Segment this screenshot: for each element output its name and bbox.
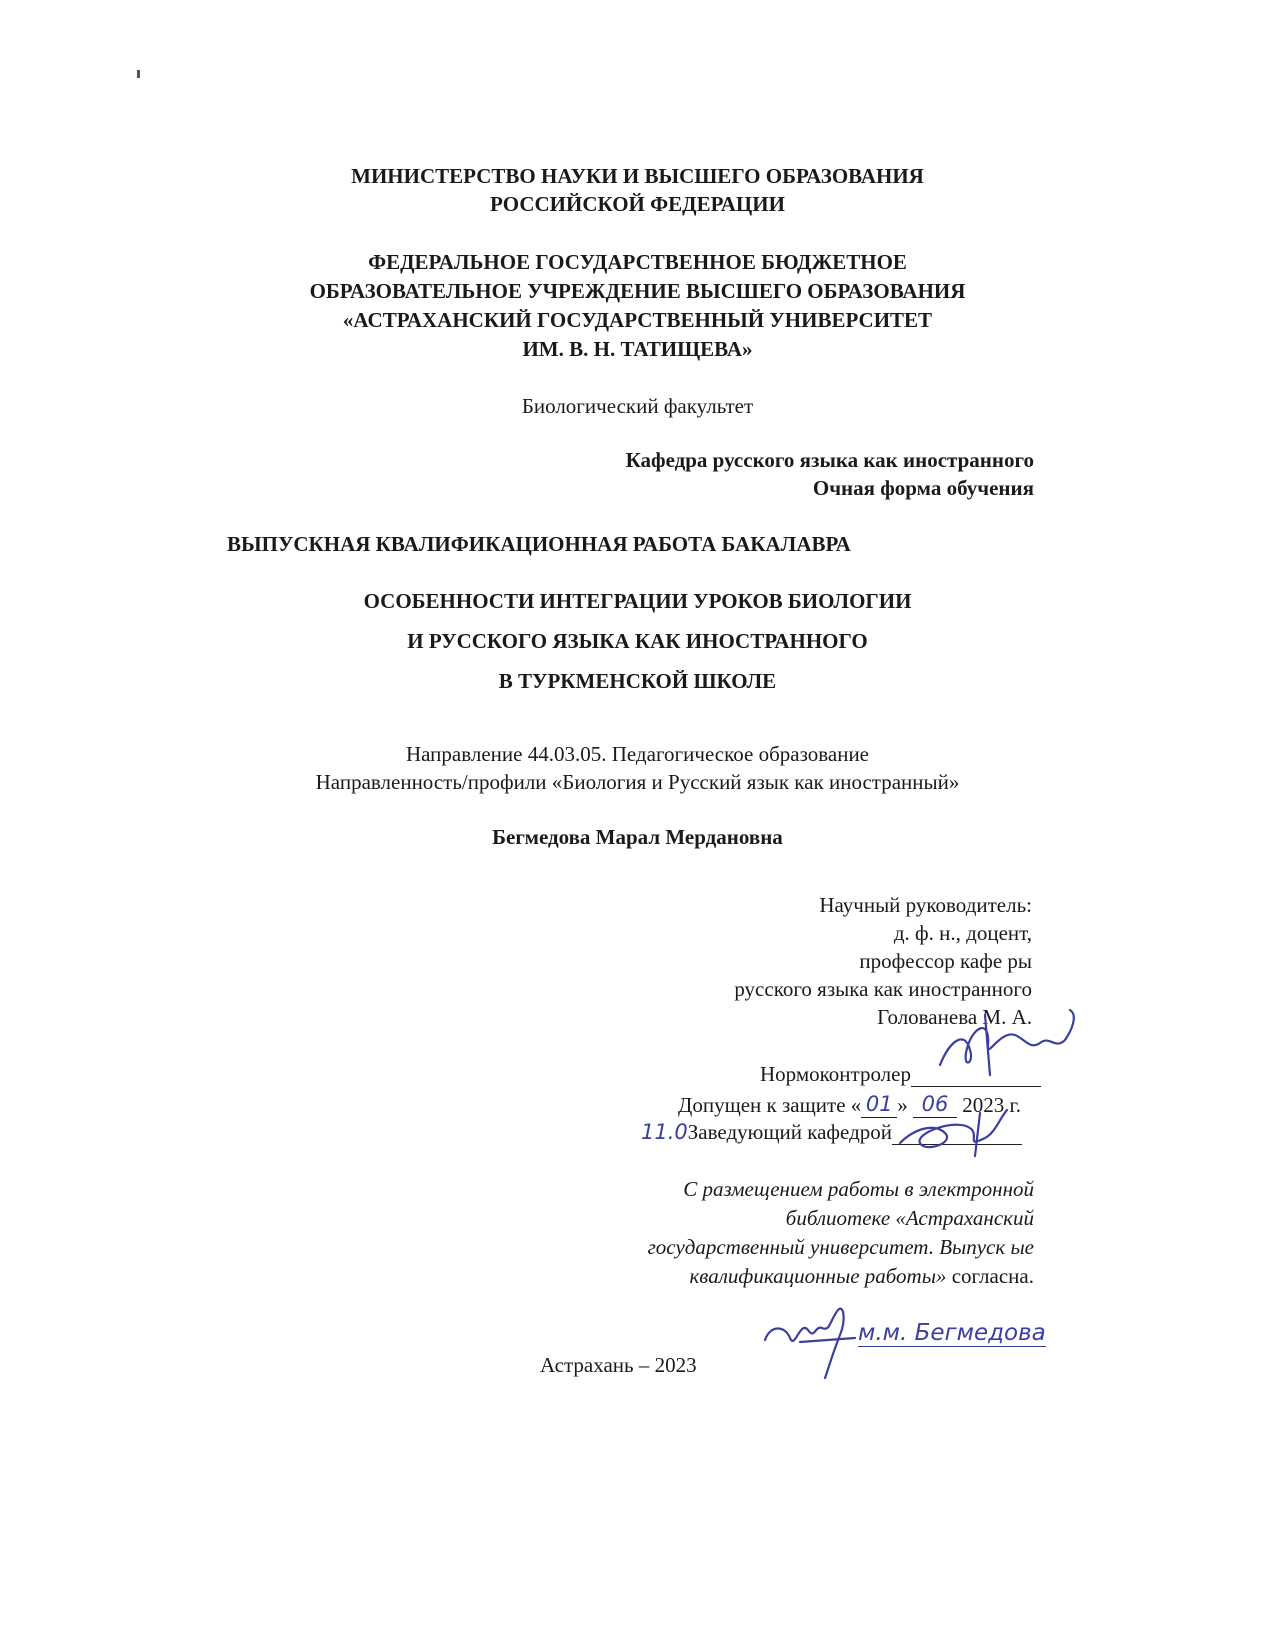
work-title-line-2: И РУССКОГО ЯЗЫКА КАК ИНОСТРАННОГО	[407, 629, 868, 653]
student-handwritten-name: м.м. Бегмедова	[858, 1320, 1046, 1346]
normcontroller-label: Нормоконтролер	[760, 1062, 911, 1086]
author-name: Бегмедова Марал Мердановна	[492, 825, 783, 849]
consent-line-3: государственный университет. Выпуск ые	[647, 1235, 1034, 1259]
direction: Направление 44.03.05. Педагогическое образование	[405, 742, 870, 766]
institution-line-4: ИМ. В. Н. ТАТИЩЕВА»	[522, 337, 753, 361]
work-type: ВЫПУСКНАЯ КВАЛИФИКАЦИОННАЯ РАБОТА БАКАЛАВРА	[227, 532, 851, 556]
consent-line-4-regular: согласна.	[946, 1264, 1034, 1288]
study-form: Очная форма обучения	[812, 476, 1034, 500]
faculty: Биологический факультет	[521, 394, 754, 418]
supervisor-degree: д. ф. н., доцент,	[893, 921, 1032, 945]
supervisor-label: Научный руководитель:	[819, 893, 1032, 917]
consent-line-4-italic: квалификационные работы»	[689, 1264, 947, 1288]
consent-line-1: С размещением работы в электронной	[683, 1177, 1034, 1201]
supervisor-position: профессор кафе ры	[859, 949, 1032, 973]
work-title-line-3: В ТУРКМЕНСКОЙ ШКОЛЕ	[498, 669, 777, 693]
department: Кафедра русского языка как иностранного	[625, 448, 1034, 472]
institution-line-3: «АСТРАХАНСКИЙ ГОСУДАРСТВЕННЫЙ УНИВЕРСИТЕТ	[342, 308, 933, 332]
admitted-row: Допущен к защите « 01 » 06 2023 г.	[678, 1092, 1022, 1117]
scan-artifact	[137, 70, 140, 78]
institution-line-2: ОБРАЗОВАТЕЛЬНОЕ УЧРЕЖДЕНИЕ ВЫСШЕГО ОБРАЗОВАНИЯ	[309, 279, 966, 303]
ministry-line-2: РОССИЙСКОЙ ФЕДЕРАЦИИ	[490, 192, 785, 216]
head-handwritten-note: 11.0	[641, 1120, 688, 1144]
admitted-year: 2023 г.	[962, 1093, 1022, 1117]
consent-line-4	[689, 1263, 1034, 1289]
admitted-month: 06	[913, 1091, 957, 1118]
ministry-line-1: МИНИСТЕРСТВО НАУКИ И ВЫСШЕГО ОБРАЗОВАНИЯ	[351, 164, 924, 188]
profile: Направленность/профили «Биология и Русский язык как иностранный»	[315, 770, 960, 794]
supervisor-name: Голованева М. А.	[877, 1005, 1032, 1029]
head-signature-icon	[895, 1108, 1015, 1158]
city-year: Астрахань – 2023	[540, 1353, 697, 1377]
supervisor-signature-icon	[930, 1005, 1080, 1080]
supervisor-department: русского языка как иностранного	[734, 977, 1032, 1001]
institution-line-1: ФЕДЕРАЛЬНОЕ ГОСУДАРСТВЕННОЕ БЮДЖЕТНОЕ	[368, 250, 907, 274]
consent-line-2: библиотеке «Астраханский	[785, 1206, 1034, 1230]
admitted-day: 01	[861, 1091, 897, 1118]
admitted-label: Допущен к защите	[678, 1093, 846, 1117]
work-title-line-1: ОСОБЕННОСТИ ИНТЕГРАЦИИ УРОКОВ БИОЛОГИИ	[363, 589, 912, 613]
head-label: Заведующий кафедрой	[687, 1120, 892, 1144]
student-signature-icon	[760, 1300, 860, 1380]
